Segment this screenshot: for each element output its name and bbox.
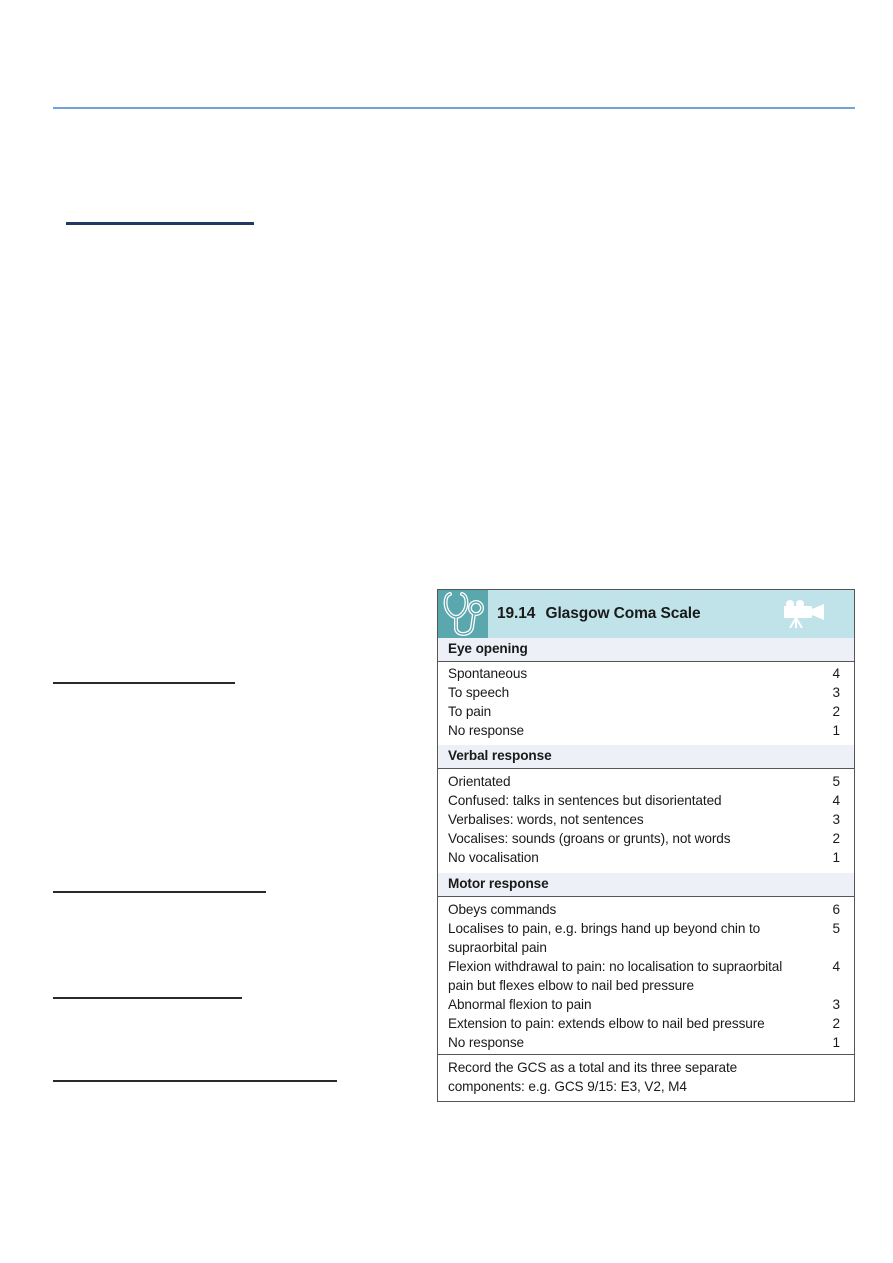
row-score: 1 <box>832 850 840 865</box>
row-score: 2 <box>832 704 840 719</box>
row-label: Confused: talks in sentences but disorientated <box>448 793 722 808</box>
section-heading-motor-response <box>438 873 854 896</box>
row-score: 2 <box>832 831 840 846</box>
row-label: No response <box>448 1035 524 1050</box>
section-title: Verbal response <box>448 748 552 763</box>
section-divider <box>438 768 854 769</box>
top-divider <box>53 107 855 109</box>
row-label: Flexion withdrawal to pain: no localisation to supraorbital pain but flexes elbow to nail bed pressure <box>448 959 783 993</box>
row-score: 3 <box>832 997 840 1012</box>
row-score: 1 <box>832 1035 840 1050</box>
row-label: To speech <box>448 685 510 700</box>
row-score: 5 <box>832 774 840 789</box>
row-score: 1 <box>832 723 840 738</box>
table-title: Glasgow Coma Scale <box>545 605 701 622</box>
row-label: No vocalisation <box>448 850 539 865</box>
row-score: 5 <box>832 921 840 936</box>
row-score: 6 <box>832 902 840 917</box>
row-score: 3 <box>832 685 840 700</box>
section-heading-verbal-response <box>438 745 854 768</box>
row-label: Localises to pain, e.g. brings hand up beyond chin to supraorbital pain <box>448 921 761 955</box>
subheading-underline-4 <box>53 1080 337 1082</box>
table-number: 19.14 <box>497 605 536 622</box>
table-footnote: Record the GCS as a total and its three separate components: e.g. GCS 9/15: E3, V2, M4 <box>448 1060 738 1094</box>
row-score: 4 <box>832 959 840 974</box>
section-heading-eye-opening <box>438 638 854 661</box>
gcs-table <box>437 589 855 1102</box>
subheading-underline-1 <box>53 682 235 684</box>
row-label: Verbalises: words, not sentences <box>448 812 644 827</box>
section-title: Motor response <box>448 876 549 891</box>
row-label: To pain <box>448 704 492 719</box>
row-label: Vocalises: sounds (groans or grunts), not words <box>448 831 731 846</box>
row-label: No response <box>448 723 524 738</box>
section-divider <box>438 661 854 662</box>
section-title: Eye opening <box>448 641 528 656</box>
row-label: Obeys commands <box>448 902 557 917</box>
heading-underline <box>66 222 254 225</box>
gcs-table-header <box>438 590 854 639</box>
stethoscope-icon <box>438 590 488 638</box>
gcs-table-title <box>497 605 701 623</box>
section-divider <box>438 896 854 897</box>
row-label: Spontaneous <box>448 666 528 681</box>
row-score: 4 <box>832 666 840 681</box>
subheading-underline-3 <box>53 997 242 999</box>
subheading-underline-2 <box>53 891 266 893</box>
row-score: 4 <box>832 793 840 808</box>
row-score: 2 <box>832 1016 840 1031</box>
row-label: Abnormal flexion to pain <box>448 997 592 1012</box>
row-label: Extension to pain: extends elbow to nail bed pressure <box>448 1016 765 1031</box>
video-camera-icon <box>782 600 828 631</box>
row-score: 3 <box>832 812 840 827</box>
footer-divider <box>438 1054 854 1055</box>
row-label: Orientated <box>448 774 511 789</box>
